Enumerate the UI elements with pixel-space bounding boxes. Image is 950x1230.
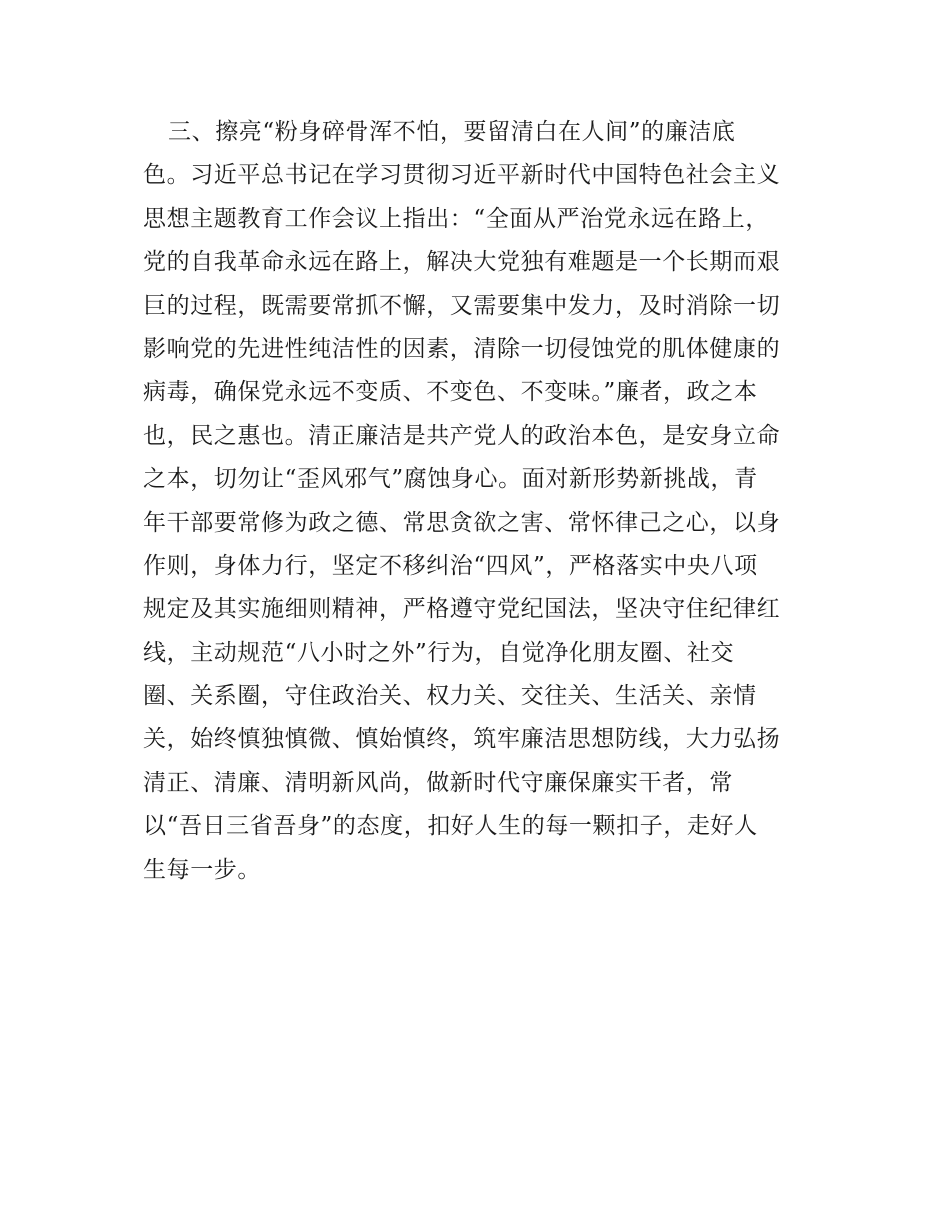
text-line-16: 清正、清廉、清明新风尚，做新时代守廉保廉实干者，常	[143, 769, 733, 796]
text-line-15: 关，始终慎独慎微、慎始慎终，筑牢廉洁思想防线，大力弘扬	[143, 726, 781, 753]
text-line-17: 以“吾日三省吾身”的态度，扣好人生的每一颗扣子，走好人	[143, 813, 758, 840]
text-line-5: 巨的过程，既需要常抓不懈，又需要集中发力，及时消除一切	[143, 292, 781, 319]
text-line-8: 也，民之惠也。清正廉洁是共产党人的政治本色，是安身立命	[143, 422, 781, 449]
text-line-6: 影响党的先进性纯洁性的因素，清除一切侵蚀党的肌体健康的	[143, 335, 781, 362]
text-line-2: 色。习近平总书记在学习贯彻习近平新时代中国特色社会主义	[143, 162, 781, 189]
text-line-7: 病毒，确保党永远不变质、不变色、不变味。”廉者，政之本	[143, 379, 758, 406]
text-line-18: 生每一步。	[143, 856, 261, 883]
text-line-11: 作则，身体力行，坚定不移纠治“四风”，严格落实中央八项	[143, 552, 758, 579]
text-line-14: 圈、关系圈，守住政治关、权力关、交往关、生活关、亲情	[143, 683, 757, 710]
text-line-12: 规定及其实施细则精神，严格遵守党纪国法，坚决守住纪律红	[143, 596, 781, 623]
text-line-4: 党的自我革命永远在路上，解决大党独有难题是一个长期而艰	[143, 249, 781, 276]
text-line-13: 线，主动规范“八小时之外”行为，自觉净化朋友圈、社交	[143, 639, 735, 666]
text-line-9: 之本，切勿让“歪风邪气”腐蚀身心。面对新形势新挑战，青	[143, 466, 758, 493]
text-line-10: 年干部要常修为政之德、常思贪欲之害、常怀律己之心，以身	[143, 509, 781, 536]
body-paragraph	[143, 111, 823, 892]
text-line-1: 三、擦亮“粉身碎骨浑不怕，要留清白在人间”的廉洁底	[168, 119, 736, 145]
text-line-3: 思想主题教育工作会议上指出：“全面从严治党永远在路上，	[143, 205, 769, 232]
